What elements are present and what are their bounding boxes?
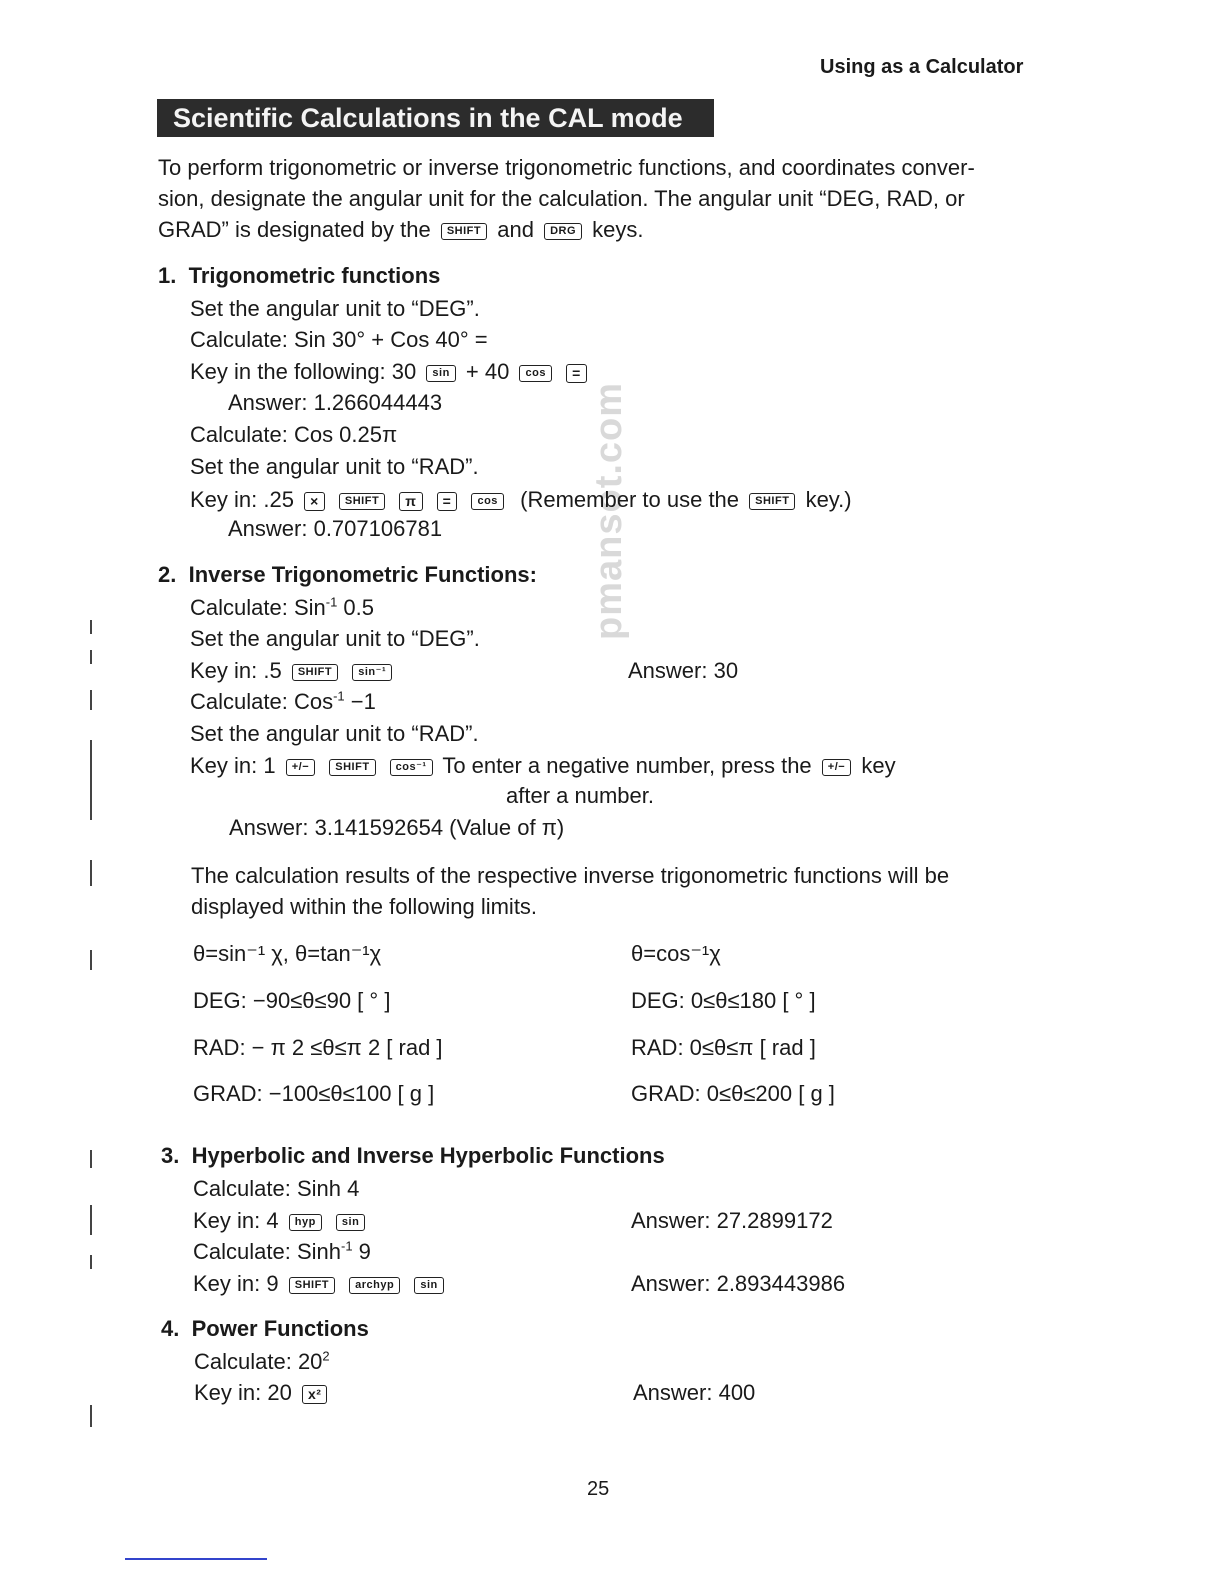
s3-line-3: Calculate: Sinh$^{-1}$ 9	[193, 1238, 371, 1264]
intro-line-2: sion, designate the angular unit for the calculation. The angular unit “DEG, RAD, or	[158, 186, 965, 211]
s1-line-6: Key in: .25 × SHIFT π = cos (Remember to use the SHIFT key.)	[190, 487, 852, 512]
s3-line-4: Key in: 9 SHIFT archyp sin	[193, 1268, 613, 1299]
s2-paragraph-line-1: The calculation results of the respective inverse trigonometric functions will be	[191, 863, 950, 888]
margin-mark	[90, 620, 92, 634]
limits-rad-left: RAD: − π 2 ≤θ≤π 2 [ rad ]	[193, 1035, 443, 1060]
section-4-heading: 4. Power Functions	[161, 1316, 369, 1341]
s1-answer-2: Answer: 0.707106781	[228, 516, 443, 541]
s1-line-2: Calculate: Sin 30° + Cos 40° =	[190, 327, 488, 352]
equals-key-icon: =	[437, 492, 458, 511]
sin-key-icon: sin	[414, 1277, 443, 1294]
margin-mark	[90, 690, 92, 710]
s3-line-2: Key in: 4 hyp sin	[193, 1205, 613, 1236]
s2-line-6: Key in: 1 +/− SHIFT cos⁻¹ To enter a negative number, press the +/− key	[190, 753, 896, 778]
s1-answer-1: Answer: 1.266044443	[228, 390, 443, 415]
margin-mark	[90, 1150, 92, 1168]
s3-answer-2: Answer: 2.893443986	[631, 1271, 846, 1296]
x-squared-key-icon: x²	[302, 1385, 327, 1404]
archyp-key-icon: archyp	[349, 1277, 400, 1294]
margin-mark	[90, 860, 92, 886]
s3-answer-1: Answer: 27.2899172	[631, 1208, 833, 1233]
shift-key-icon: SHIFT	[749, 493, 795, 510]
equals-key-icon: =	[566, 364, 587, 383]
margin-mark	[90, 1405, 92, 1427]
times-key-icon: ×	[304, 492, 325, 511]
running-header: Using as a Calculator	[820, 56, 1024, 78]
arccos-key-icon: cos⁻¹	[390, 759, 433, 776]
margin-mark	[90, 1205, 92, 1235]
section-2-heading: 2. Inverse Trigonometric Functions:	[158, 562, 537, 587]
shift-key-icon: SHIFT	[289, 1277, 335, 1294]
limits-deg-right: DEG: 0≤θ≤180 [ ° ]	[631, 988, 816, 1013]
s1-line-3: Key in the following: 30 sin + 40 cos =	[190, 356, 1090, 387]
page-number: 25	[587, 1478, 610, 1500]
s1-line-4: Calculate: Cos 0.25π	[190, 422, 398, 447]
s2-line-5: Set the angular unit to “RAD”.	[190, 721, 479, 746]
footer-line	[125, 1558, 267, 1560]
limits-deg-left: DEG: −90≤θ≤90 [ ° ]	[193, 988, 391, 1013]
s1-line-5: Set the angular unit to “RAD”.	[190, 454, 479, 479]
s2-line-4: Calculate: Cos$^{-1}$ −1	[190, 688, 376, 714]
shift-key-icon: SHIFT	[329, 759, 375, 776]
cos-key-icon: cos	[471, 493, 503, 510]
pi-key-icon: π	[399, 492, 422, 511]
margin-mark	[90, 1255, 92, 1269]
shift-key-icon: SHIFT	[292, 664, 338, 681]
plus-minus-key-icon: +/−	[822, 759, 851, 776]
section-title-banner: Scientific Calculations in the CAL mode	[157, 99, 714, 137]
shift-key-icon: SHIFT	[339, 493, 385, 510]
cos-key-icon: cos	[519, 365, 551, 382]
limits-grad-right: GRAD: 0≤θ≤200 [ g ]	[631, 1081, 835, 1106]
intro-line-3: GRAD” is designated by the SHIFT and DRG keys.	[158, 217, 644, 242]
limits-rad-right: RAD: 0≤θ≤π [ rad ]	[631, 1035, 816, 1060]
sin-key-icon: sin	[426, 365, 455, 382]
s1-line-1: Set the angular unit to “DEG”.	[190, 296, 480, 321]
limits-left-heading: θ=sin⁻¹ χ, θ=tan⁻¹χ	[193, 941, 382, 966]
margin-mark	[90, 740, 92, 820]
s2-note-continued: after a number.	[506, 783, 654, 808]
section-1-heading: 1. Trigonometric functions	[158, 263, 441, 288]
s2-line-1: Calculate: Sin$^{-1}$ 0.5	[190, 594, 375, 620]
s2-answer-1: Answer: 30	[628, 658, 739, 683]
watermark: pmansot.com	[588, 381, 630, 640]
s4-answer: Answer: 400	[633, 1380, 756, 1405]
s2-line-2: Set the angular unit to “DEG”.	[190, 626, 480, 651]
limits-grad-left: GRAD: −100≤θ≤100 [ g ]	[193, 1081, 435, 1106]
hyp-key-icon: hyp	[289, 1214, 322, 1231]
s3-line-1: Calculate: Sinh 4	[193, 1176, 360, 1201]
s4-line-1: Calculate: $20^2$	[194, 1348, 330, 1374]
s2-line-3: Key in: .5 SHIFT sin⁻¹	[190, 655, 1090, 686]
margin-mark	[90, 950, 92, 970]
arcsin-key-icon: sin⁻¹	[352, 664, 392, 681]
margin-mark	[90, 650, 92, 664]
s2-answer-2: Answer: 3.141592654 (Value of π)	[229, 815, 565, 840]
s4-line-2: Key in: 20 x²	[194, 1377, 614, 1408]
shift-key-icon: SHIFT	[441, 223, 487, 240]
sin-key-icon: sin	[336, 1214, 365, 1231]
section-3-heading: 3. Hyperbolic and Inverse Hyperbolic Functions	[161, 1143, 665, 1168]
s2-paragraph-line-2: displayed within the following limits.	[191, 894, 538, 919]
intro-line-1: To perform trigonometric or inverse trigonometric functions, and coordinates conver-	[158, 155, 975, 180]
plus-minus-key-icon: +/−	[286, 759, 315, 776]
drg-key-icon: DRG	[544, 223, 582, 240]
limits-right-heading: θ=cos⁻¹χ	[631, 941, 721, 966]
